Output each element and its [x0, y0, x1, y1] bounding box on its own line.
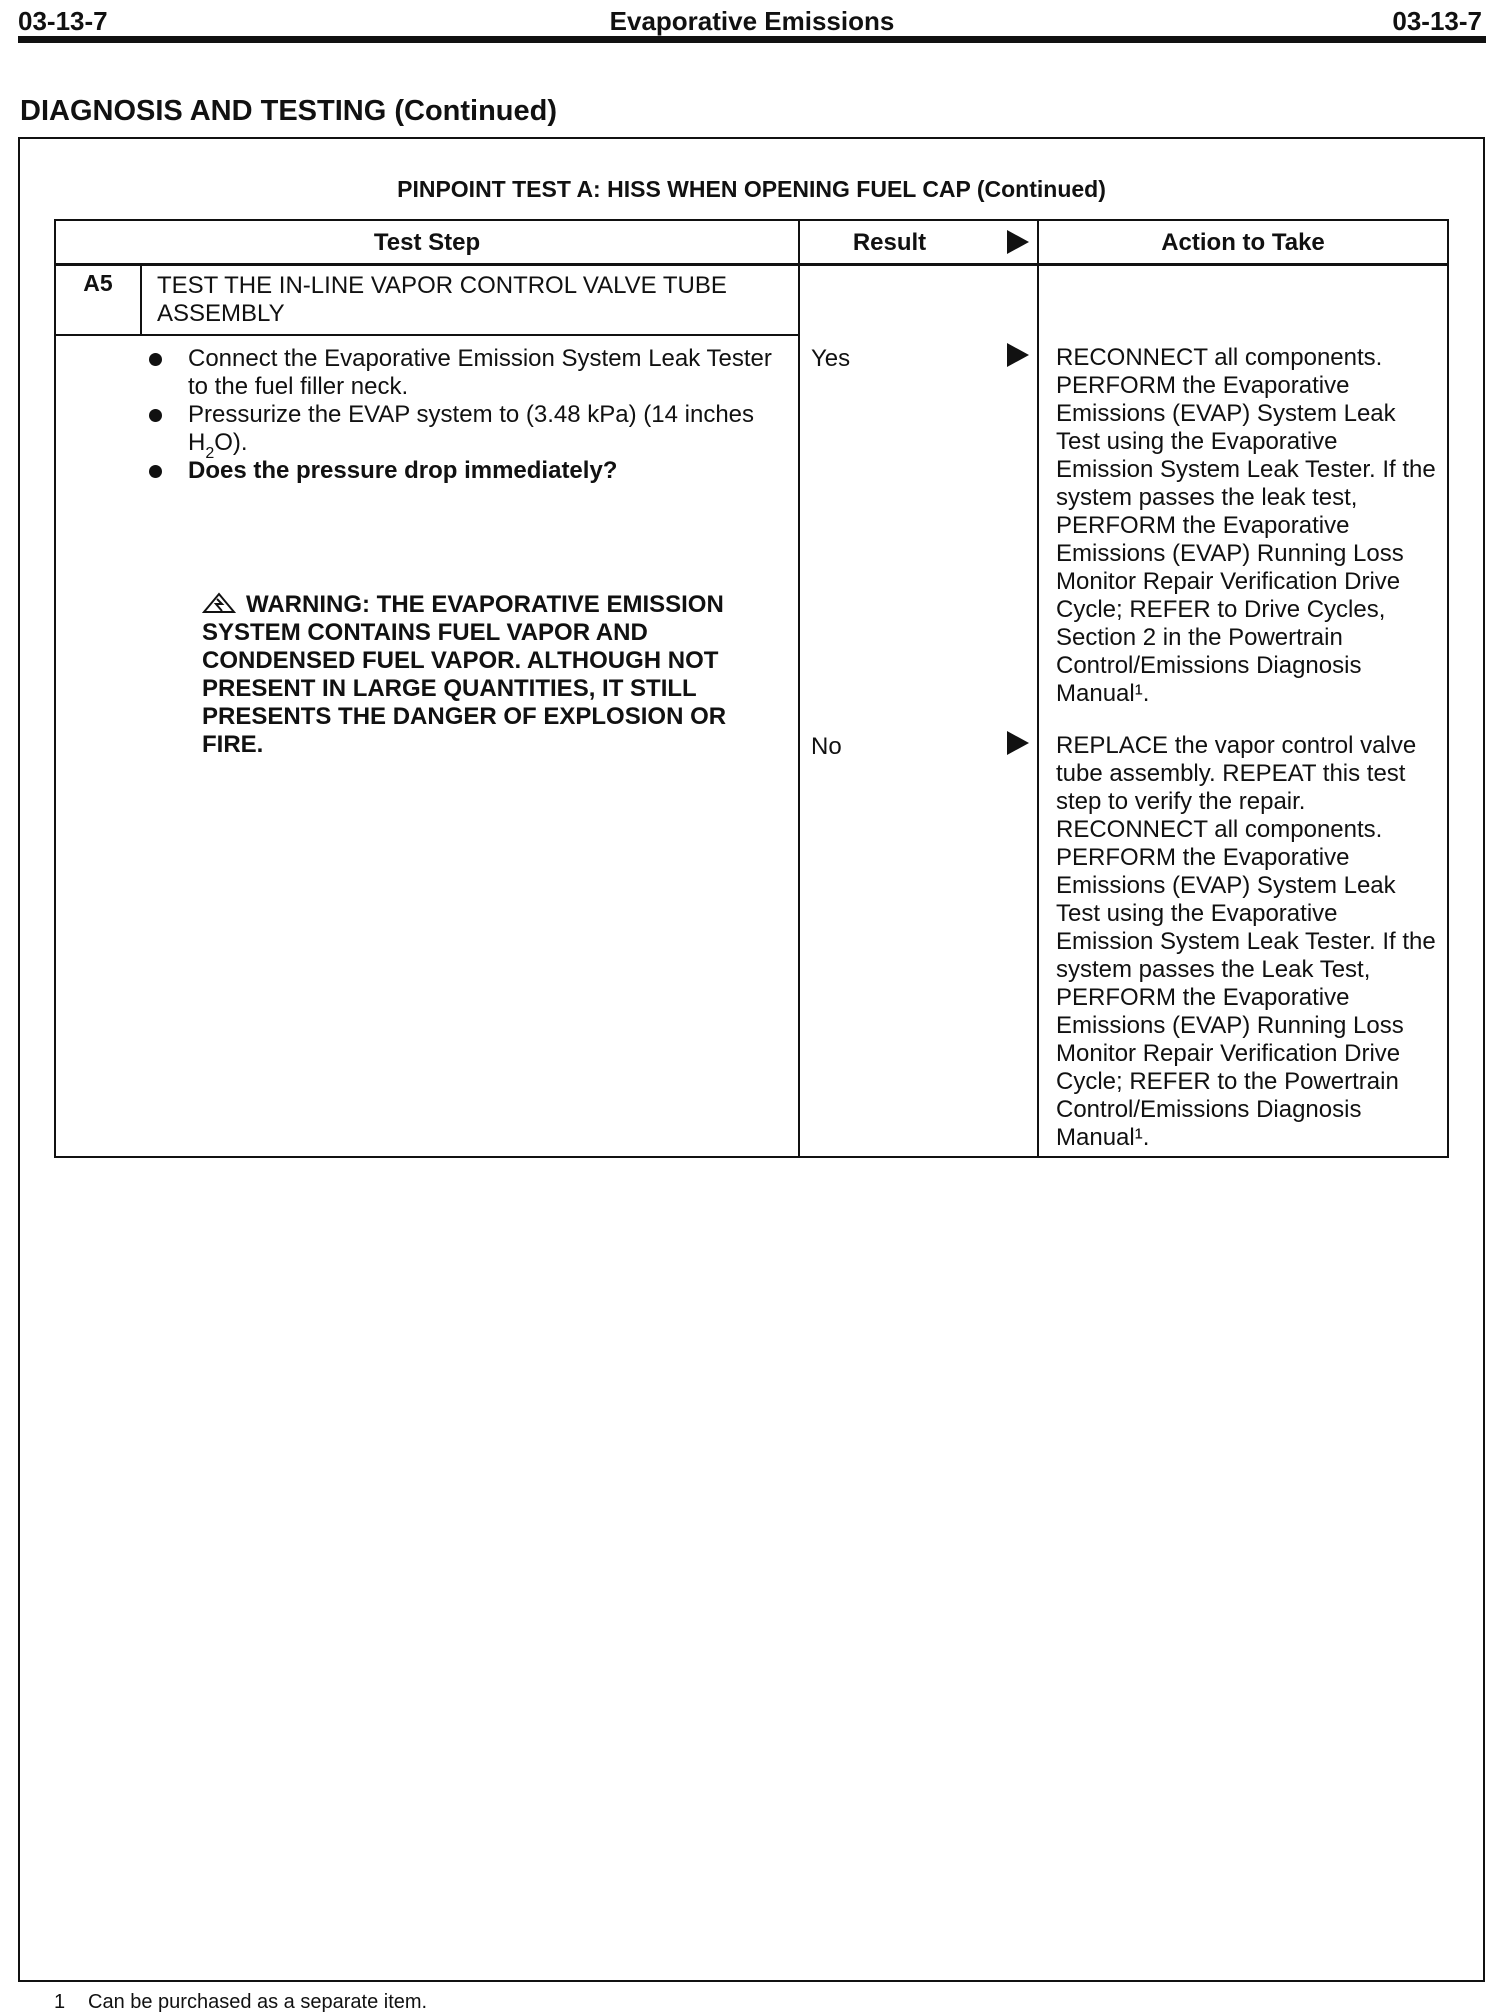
- action-no: REPLACE the vapor control valve tube assembly. REPEAT this test step to verify the repair. RECONNECT all components. PERFORM the Evaporative Emissions (EVAP) System Leak Test using the Evaporative Emission System Leak Tester. If the system passes the Leak Test, PERFORM the Evaporative Emissions (EVAP) Running Loss Monitor Repair Verification Drive Cycle; REFER to the Powertrain Control/Emissions Diagnosis Manual¹.: [1056, 732, 1436, 1151]
- page-code-left: 03-13-7: [18, 6, 108, 36]
- page-title: Evaporative Emissions: [609, 6, 895, 36]
- test-step-heading: [56, 266, 798, 336]
- footnote-text: Can be purchased as a separate item.: [88, 1991, 428, 2013]
- instruction-pressurize-end: O).: [214, 429, 248, 456]
- result-yes: Yes: [811, 345, 851, 372]
- test-step-instructions: [142, 345, 772, 485]
- right-arrow-icon: [1007, 731, 1029, 755]
- section-title: DIAGNOSIS AND TESTING (Continued): [20, 95, 558, 127]
- column-header-test-step: Test Step: [373, 229, 481, 256]
- warning-message: [202, 591, 772, 759]
- test-step-id: A5: [56, 266, 142, 334]
- action-yes: RECONNECT all components. PERFORM the Evaporative Emissions (EVAP) System Leak Test using the Evaporative Emission System Leak Tester. If the system passes the leak test, PERFORM the Evaporative Emissions (EVAP) Running Loss Monitor Repair Verification Drive Cycle; REFER to Drive Cycles, Section 2 in the Powertrain Control/Emissions Diagnosis Manual¹.: [1056, 344, 1436, 707]
- right-arrow-icon: [1007, 343, 1029, 367]
- page-header: [18, 2, 1486, 43]
- diagnosis-panel: [18, 137, 1485, 1982]
- instruction-connect-tester: Connect the Evaporative Emission System Leak Tester to the fuel filler neck.: [142, 345, 772, 401]
- column-divider-result: [798, 221, 800, 1156]
- test-step-title: TEST THE IN-LINE VAPOR CONTROL VALVE TUBE ASSEMBLY: [157, 272, 727, 327]
- instruction-pressure-question: Does the pressure drop immediately?: [142, 457, 772, 485]
- column-header-result: Result: [852, 229, 927, 256]
- column-divider-action: [1037, 221, 1039, 1156]
- footnote-number: 1: [54, 1991, 66, 2013]
- subscript-two: 2: [205, 445, 215, 462]
- instruction-pressurize-system: [142, 401, 772, 462]
- column-header-action: Action to Take: [1161, 229, 1325, 256]
- instruction-pressurize-text: Pressurize the EVAP system to (3.48 kPa) (14 inches H: [188, 401, 755, 456]
- warning-triangle-icon: [202, 591, 236, 615]
- table-header-row: [56, 221, 1447, 266]
- footnote: [54, 1990, 427, 2014]
- right-arrow-icon: [1007, 230, 1029, 254]
- pinpoint-test-table: [54, 219, 1449, 1158]
- page-code-right: 03-13-7: [1392, 6, 1482, 36]
- pinpoint-test-title: PINPOINT TEST A: HISS WHEN OPENING FUEL CAP (Continued): [397, 176, 1106, 202]
- warning-text: WARNING: THE EVAPORATIVE EMISSION SYSTEM CONTAINS FUEL VAPOR AND CONDENSED FUEL VAPOR. ALTHOUGH NOT PRESENT IN LARGE QUANTITIES, IT STILL PRESENTS THE DANGER OF EXPLOSION OR FIRE.: [202, 591, 727, 758]
- result-no: No: [811, 733, 842, 760]
